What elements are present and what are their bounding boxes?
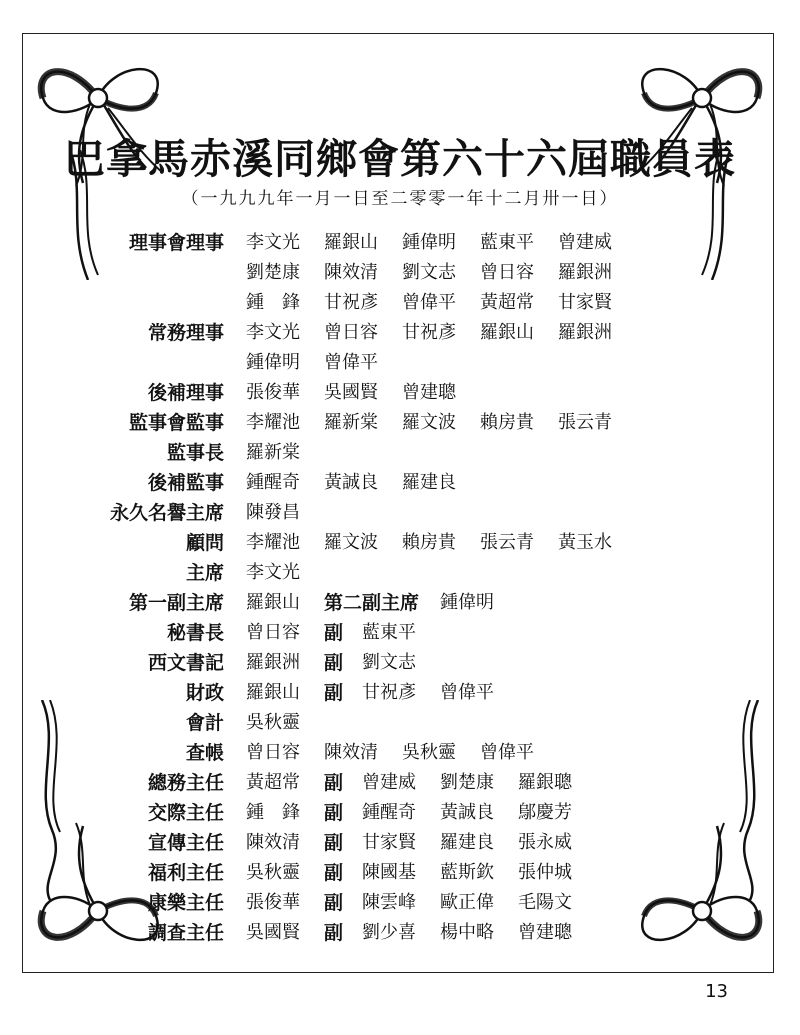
officer-name: 張仲城 xyxy=(518,862,572,883)
officer-name: 鍾偉明 xyxy=(402,232,456,253)
officer-name: 羅銀山 xyxy=(246,592,300,613)
role-label: 秘書長 xyxy=(166,622,224,644)
officer-name: 藍東平 xyxy=(362,622,416,643)
officer-name: 曾日容 xyxy=(246,742,300,763)
role-label: 調查主任 xyxy=(147,922,224,944)
roster-row xyxy=(0,648,800,678)
term-date-range: （一九九九年一月一日至二零零一年十二月卅一日） xyxy=(181,189,619,209)
officer-name: 張云青 xyxy=(558,412,612,433)
officer-name: 李耀池 xyxy=(246,532,300,553)
officer-name: 甘家賢 xyxy=(362,832,416,853)
officer-name: 張云青 xyxy=(480,532,534,553)
role-label: 交際主任 xyxy=(147,802,224,824)
officer-name: 羅銀洲 xyxy=(558,322,612,343)
roster-row xyxy=(0,858,800,888)
deputy-label: 副 xyxy=(324,772,344,794)
officer-name: 甘祝彥 xyxy=(362,682,416,703)
officer-name: 甘祝彥 xyxy=(324,292,378,313)
officer-name: 張俊華 xyxy=(246,892,300,913)
page-number: 13 xyxy=(705,981,728,1002)
roster-row xyxy=(0,528,800,558)
role-label: 主席 xyxy=(185,562,224,584)
role-label: 總務主任 xyxy=(147,772,224,794)
role-label: 福利主任 xyxy=(147,862,224,884)
roster-row xyxy=(0,708,800,738)
role-label: 永久名譽主席 xyxy=(109,502,224,524)
officer-name: 藍斯欽 xyxy=(440,862,494,883)
roster-row xyxy=(0,678,800,708)
role-label: 查帳 xyxy=(185,742,224,764)
officer-name: 羅銀聰 xyxy=(518,772,572,793)
roster-row xyxy=(0,798,800,828)
officer-name: 曾偉平 xyxy=(324,352,378,373)
officer-name: 鍾醒奇 xyxy=(362,802,416,823)
officer-name: 甘家賢 xyxy=(558,292,612,313)
officer-name: 曾建聰 xyxy=(518,922,572,943)
role-label: 後補理事 xyxy=(147,382,224,404)
officer-name: 劉楚康 xyxy=(440,772,494,793)
officer-name: 羅建良 xyxy=(402,472,456,493)
officer-name: 鍾偉明 xyxy=(246,352,300,373)
roster-row xyxy=(0,258,800,288)
officer-name: 陳效清 xyxy=(324,742,378,763)
officer-name: 曾日容 xyxy=(324,322,378,343)
role-label: 監事長 xyxy=(166,442,224,464)
officer-name: 鍾 鋒 xyxy=(246,802,300,823)
roster-row xyxy=(0,438,800,468)
officer-name: 吳秋靈 xyxy=(246,712,300,733)
officer-name: 鍾 鋒 xyxy=(246,292,300,313)
roster-row xyxy=(0,288,800,318)
officer-name: 黃誠良 xyxy=(324,472,378,493)
officer-name: 毛陽文 xyxy=(518,892,572,913)
deputy-label: 副 xyxy=(324,922,344,944)
role-label: 第一副主席 xyxy=(128,592,224,614)
officer-name: 陳國基 xyxy=(362,862,416,883)
officer-name: 黃玉水 xyxy=(558,532,612,553)
officer-name: 陳發昌 xyxy=(246,502,300,523)
officer-name: 羅文波 xyxy=(402,412,456,433)
deputy-label: 副 xyxy=(324,892,344,914)
officer-name: 羅新棠 xyxy=(324,412,378,433)
roster-row xyxy=(0,558,800,588)
officer-name: 李文光 xyxy=(246,562,300,583)
deputy-label: 第二副主席 xyxy=(324,592,420,614)
officer-name: 曾建聰 xyxy=(402,382,456,403)
roster-row xyxy=(0,888,800,918)
roster-row xyxy=(0,768,800,798)
deputy-label: 副 xyxy=(324,622,344,644)
officer-name: 劉楚康 xyxy=(246,262,300,283)
officer-name: 賴房貴 xyxy=(480,412,534,433)
roster-row xyxy=(0,318,800,348)
officer-name: 楊中略 xyxy=(440,922,494,943)
role-label: 顧問 xyxy=(185,532,224,554)
officer-name: 鄔慶芳 xyxy=(518,802,572,823)
officer-name: 陳效清 xyxy=(324,262,378,283)
officer-name: 張俊華 xyxy=(246,382,300,403)
officer-name: 曾偉平 xyxy=(480,742,534,763)
officer-name: 鍾醒奇 xyxy=(246,472,300,493)
officer-name: 甘祝彥 xyxy=(402,322,456,343)
officer-name: 鍾偉明 xyxy=(440,592,494,613)
roster-row xyxy=(0,498,800,528)
officer-name: 歐正偉 xyxy=(440,892,494,913)
officer-name: 曾日容 xyxy=(480,262,534,283)
role-label: 後補監事 xyxy=(147,472,224,494)
officer-name: 曾日容 xyxy=(246,622,300,643)
officer-name: 黃誠良 xyxy=(440,802,494,823)
officer-name: 李文光 xyxy=(246,322,300,343)
officer-name: 曾建威 xyxy=(558,232,612,253)
deputy-label: 副 xyxy=(324,832,344,854)
officer-name: 李耀池 xyxy=(246,412,300,433)
officer-name: 劉文志 xyxy=(402,262,456,283)
officer-name: 曾偉平 xyxy=(402,292,456,313)
officer-name: 羅新棠 xyxy=(246,442,300,463)
page-title: 巴拿馬赤溪同鄉會第六十六屆職員表 xyxy=(64,135,736,183)
officer-roster xyxy=(0,228,800,948)
role-label: 西文書記 xyxy=(147,652,224,674)
officer-name: 吳秋靈 xyxy=(402,742,456,763)
officer-name: 羅銀山 xyxy=(324,232,378,253)
role-label: 會計 xyxy=(185,712,224,734)
roster-row xyxy=(0,828,800,858)
officer-name: 劉文志 xyxy=(362,652,416,673)
officer-name: 劉少喜 xyxy=(362,922,416,943)
officer-name: 曾建威 xyxy=(362,772,416,793)
roster-row xyxy=(0,618,800,648)
roster-row xyxy=(0,588,800,618)
officer-name: 曾偉平 xyxy=(440,682,494,703)
officer-name: 李文光 xyxy=(246,232,300,253)
role-label: 康樂主任 xyxy=(147,892,224,914)
roster-row xyxy=(0,408,800,438)
officer-name: 吳秋靈 xyxy=(246,862,300,883)
deputy-label: 副 xyxy=(324,862,344,884)
officer-name: 羅銀山 xyxy=(480,322,534,343)
role-label: 宣傳主任 xyxy=(147,832,224,854)
officer-name: 賴房貴 xyxy=(402,532,456,553)
roster-row xyxy=(0,228,800,258)
role-label: 監事會監事 xyxy=(128,412,224,434)
officer-name: 張永威 xyxy=(518,832,572,853)
roster-row xyxy=(0,918,800,948)
deputy-label: 副 xyxy=(324,802,344,824)
officer-name: 藍東平 xyxy=(480,232,534,253)
role-label: 常務理事 xyxy=(147,322,224,344)
officer-name: 羅銀山 xyxy=(246,682,300,703)
roster-row xyxy=(0,738,800,768)
officer-name: 羅建良 xyxy=(440,832,494,853)
deputy-label: 副 xyxy=(324,652,344,674)
role-label: 財政 xyxy=(185,682,224,704)
role-label: 理事會理事 xyxy=(128,232,224,254)
officer-name: 羅銀洲 xyxy=(558,262,612,283)
officer-name: 吳國賢 xyxy=(324,382,378,403)
officer-name: 黃超常 xyxy=(480,292,534,313)
roster-row xyxy=(0,378,800,408)
roster-row xyxy=(0,468,800,498)
officer-name: 陳效清 xyxy=(246,832,300,853)
officer-name: 吳國賢 xyxy=(246,922,300,943)
deputy-label: 副 xyxy=(324,682,344,704)
officer-name: 羅銀洲 xyxy=(246,652,300,673)
officer-name: 羅文波 xyxy=(324,532,378,553)
roster-row xyxy=(0,348,800,378)
officer-name: 陳雲峰 xyxy=(362,892,416,913)
officer-name: 黃超常 xyxy=(246,772,300,793)
